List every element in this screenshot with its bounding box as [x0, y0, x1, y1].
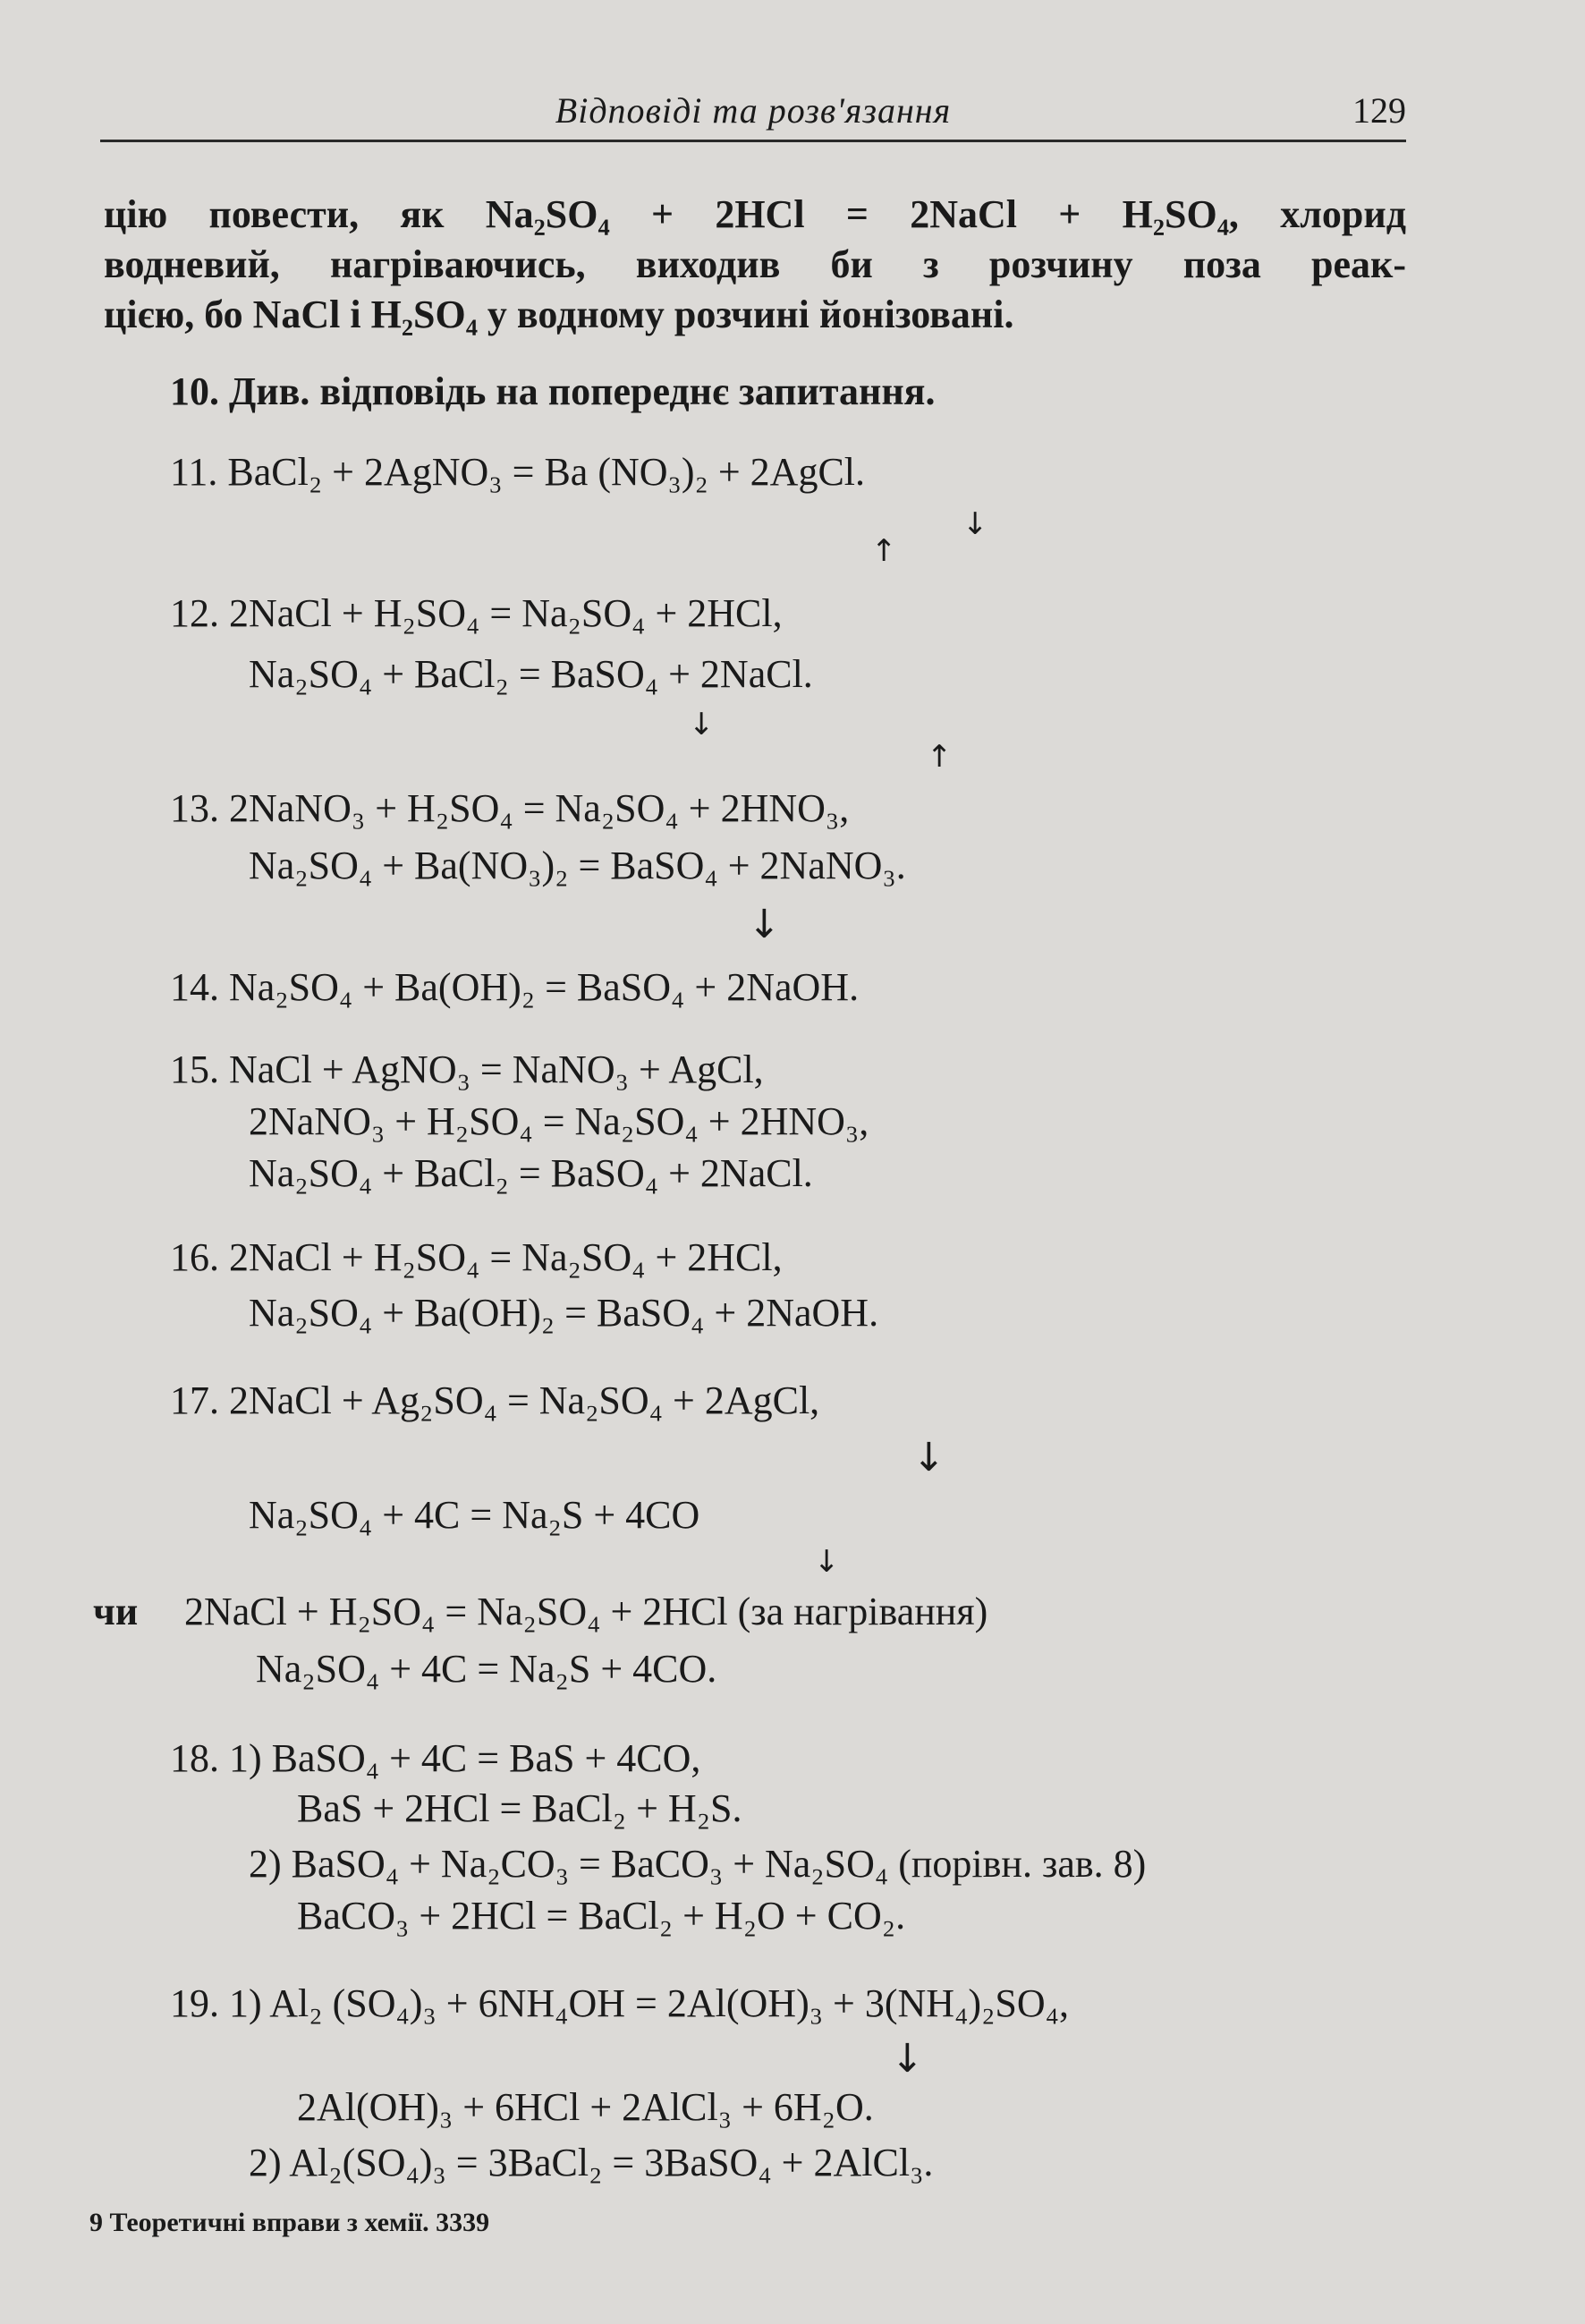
page-number: 129 [1352, 90, 1406, 131]
answer-17-line-3: 2NaCl + H₂SO₄ = Na₂SO₄ + 2HCl (за нагрівання) [184, 1590, 988, 1633]
intro-line-2: водневий, нагріваючись, виходив би з розчину поза реак- [104, 242, 1406, 286]
answer-12-line-1: 12. 2NaCl + H₂SO₄ = Na₂SO₄ + 2HCl, [170, 591, 783, 635]
answer-19-line-2: 2Al(OH)₃ + 6HCl + 2AlCl₃ + 6H₂O. [297, 2085, 874, 2129]
precipitate-arrow-13: ↓ [748, 902, 781, 947]
answer-17-line-4: Na₂SO₄ + 4C = Na₂S + 4CO. [256, 1647, 717, 1691]
header-title: Відповіді та розв'язання [555, 90, 952, 131]
intro-line-1: цію повести, як Na₂SO₄ + 2HCl = 2NaCl + H₂SO₄, хлорид [104, 192, 1406, 236]
answer-16-line-2: Na₂SO₄ + Ba(OH)₂ = BaSO₄ + 2NaOH. [249, 1291, 879, 1335]
answer-10: 10. Див. відповідь на попереднє запитання. [170, 369, 936, 413]
answer-18-line-2: BaS + 2HCl = BaCl₂ + H₂S. [297, 1786, 742, 1830]
footer-signature: 9 Теоретичні вправи з хемії. 3339 [89, 2208, 490, 2237]
precipitate-arrow-17: ↓ [912, 1435, 945, 1480]
intro-paragraph [104, 190, 1406, 340]
answer-13-line-2: Na₂SO₄ + Ba(NO₃)₂ = BaSO₄ + 2NaNO₃. [249, 844, 906, 887]
precipitate-arrow-11: ↓ [962, 506, 988, 542]
running-header [100, 86, 1406, 142]
intro-line-3: цією, бо NaCl і H₂SO₄ у водному розчині йонізовані. [104, 293, 1014, 336]
answer-17-line-2: Na₂SO₄ + 4C = Na₂S + 4CO [249, 1493, 700, 1537]
answer-15-line-3: Na₂SO₄ + BaCl₂ = BaSO₄ + 2NaCl. [249, 1151, 813, 1195]
answer-18-line-4: BaCO₃ + 2HCl = BaCl₂ + H₂O + CO₂. [297, 1894, 906, 1938]
answer-11: 11. BaCl₂ + 2AgNO₃ = Ba (NO₃)₂ + 2AgCl. [170, 450, 866, 494]
gas-arrow-13: ↑ [927, 739, 953, 775]
answer-14: 14. Na₂SO₄ + Ba(OH)₂ = BaSO₄ + 2NaOH. [170, 965, 860, 1009]
answer-12-line-2: Na₂SO₄ + BaCl₂ = BaSO₄ + 2NaCl. [249, 652, 813, 696]
answer-19-line-3: 2) Al₂(SO₄)₃ = 3BaCl₂ = 3BaSO₄ + 2AlCl₃. [249, 2141, 934, 2184]
answer-15-line-1: 15. NaCl + AgNO₃ = NaNO₃ + AgCl, [170, 1047, 764, 1091]
gas-arrow-12: ↑ [871, 533, 897, 569]
answer-15-line-2: 2NaNO₃ + H₂SO₄ = Na₂SO₄ + 2HNO₃, [249, 1099, 869, 1143]
precipitate-arrow-12: ↓ [689, 707, 715, 742]
answer-19-line-1: 19. 1) Al₂ (SO₄)₃ + 6NH₄OH = 2Al(OH)₃ + 3(NH₄)₂SO₄, [170, 1981, 1069, 2025]
answer-13-line-1: 13. 2NaNO₃ + H₂SO₄ = Na₂SO₄ + 2HNO₃, [170, 786, 850, 830]
precipitate-arrow-19: ↓ [891, 2036, 924, 2082]
answer-17-or: чи [93, 1590, 139, 1633]
answer-16-line-1: 16. 2NaCl + H₂SO₄ = Na₂SO₄ + 2HCl, [170, 1235, 783, 1279]
answer-18-line-3: 2) BaSO₄ + Na₂CO₃ = BaCO₃ + Na₂SO₄ (порівн. зав. 8) [249, 1842, 1147, 1886]
answer-17-line-1: 17. 2NaCl + Ag₂SO₄ = Na₂SO₄ + 2AgCl, [170, 1378, 820, 1422]
gas-arrow-17: ↓ [814, 1544, 840, 1580]
answer-18-line-1: 18. 1) BaSO₄ + 4C = BaS + 4CO, [170, 1736, 701, 1780]
